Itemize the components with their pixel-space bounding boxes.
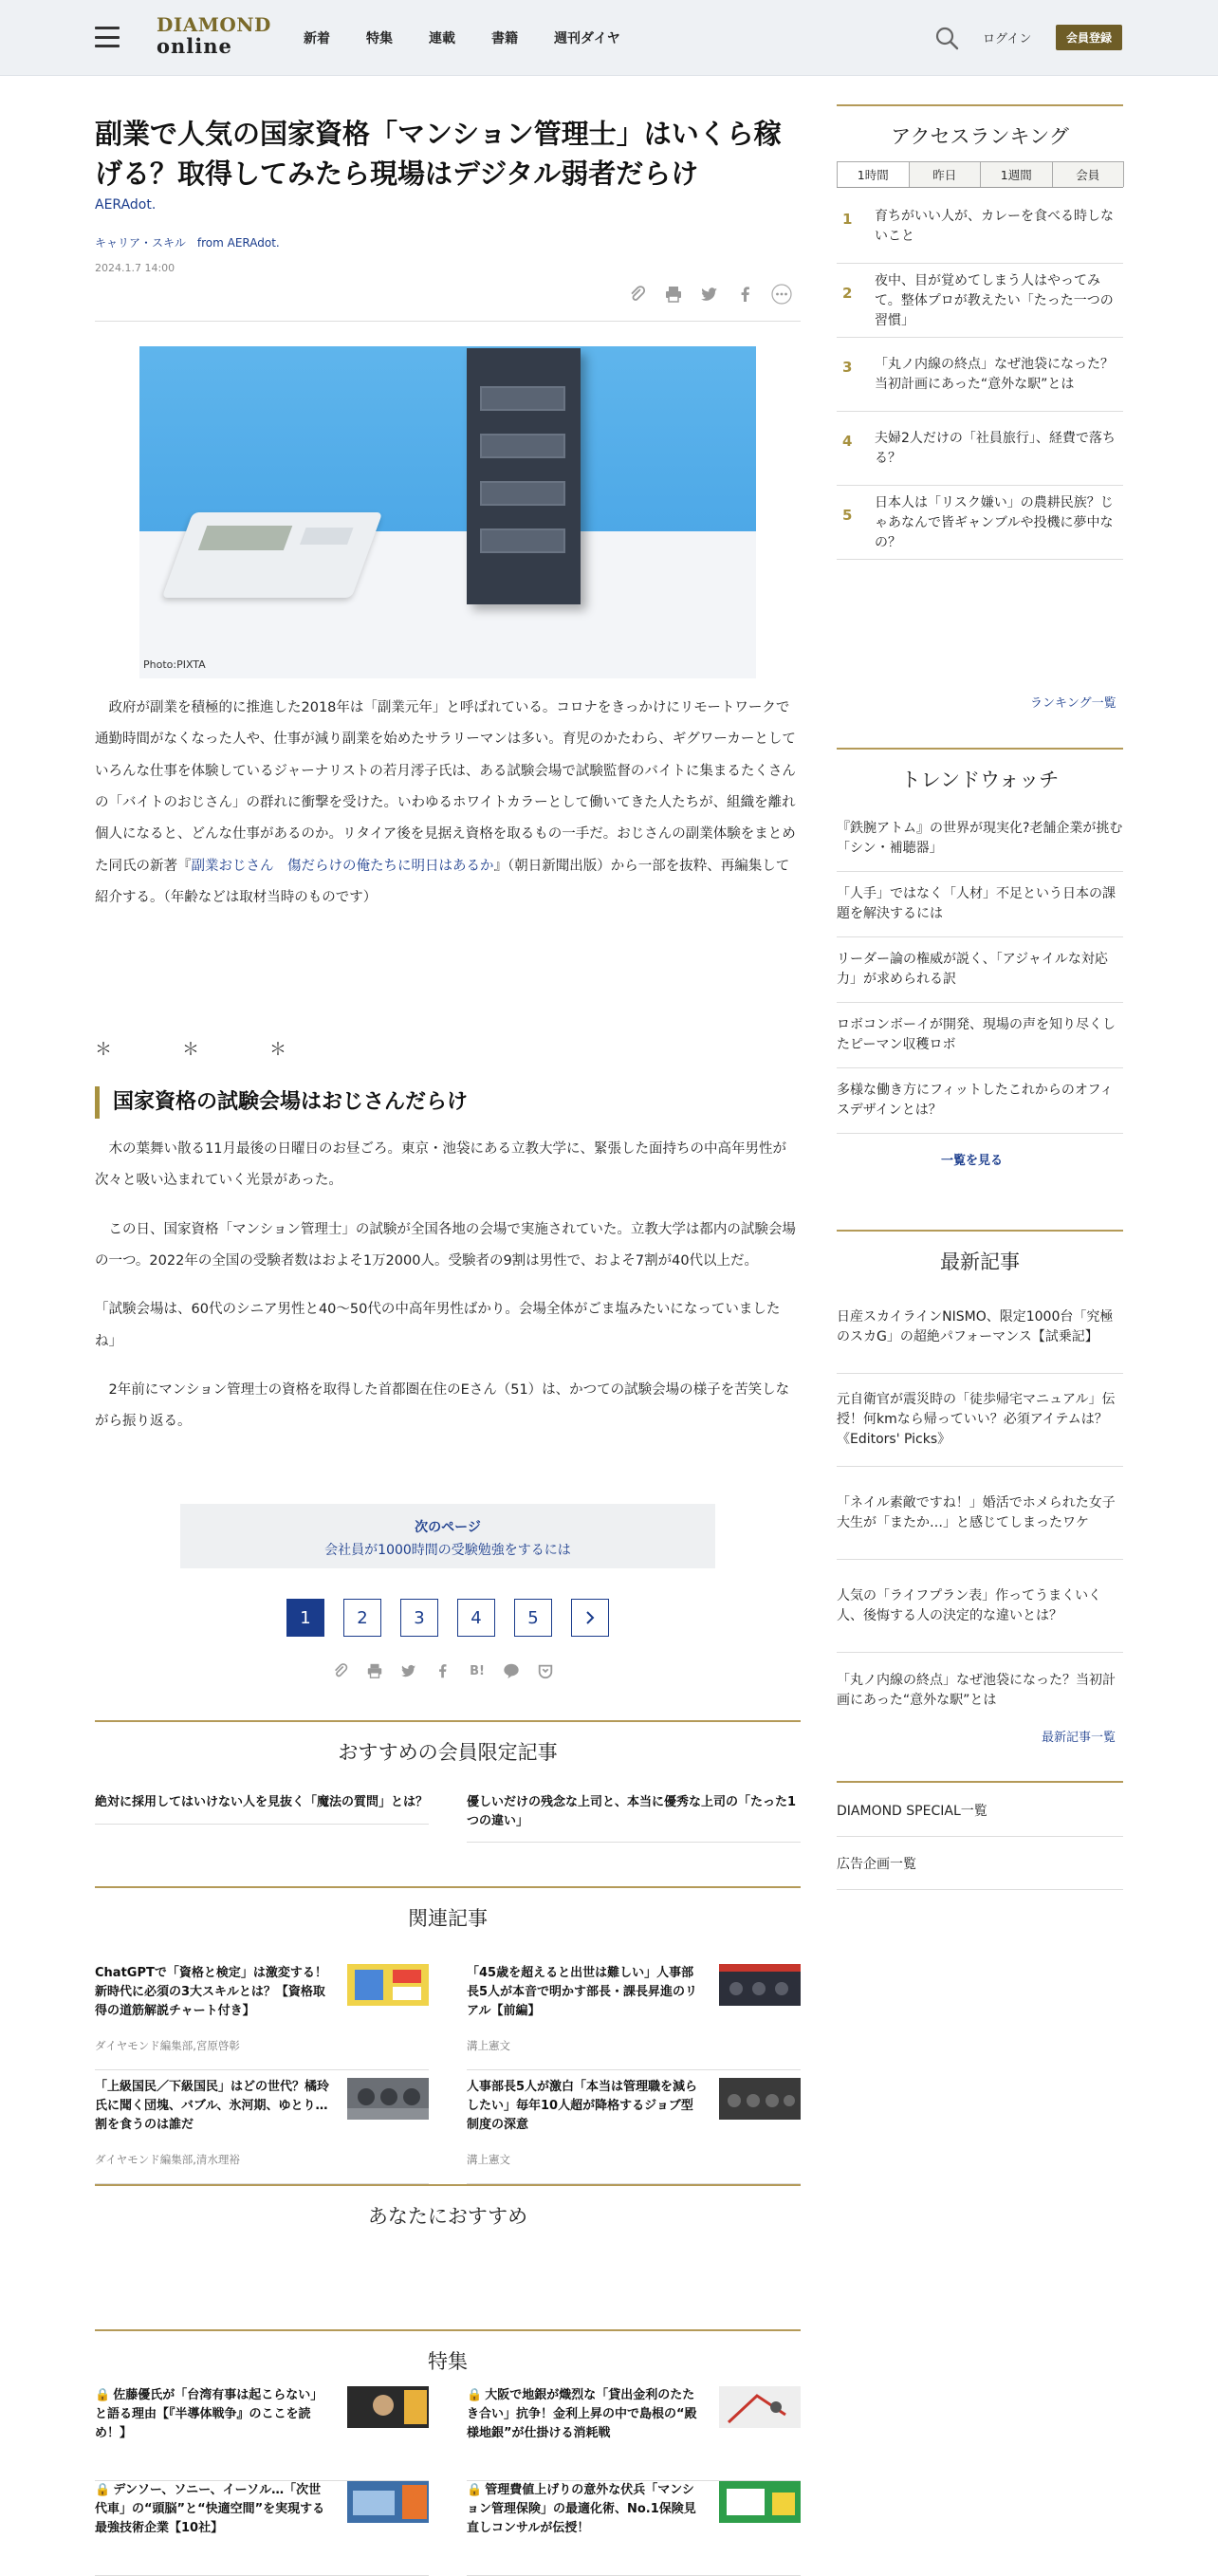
login-link[interactable]: ログイン bbox=[983, 32, 1032, 46]
feature-article-title bbox=[467, 2481, 704, 2538]
tab-members[interactable]: 会員 bbox=[1052, 161, 1125, 187]
article-photo bbox=[139, 346, 756, 678]
lock-icon: 🔒 bbox=[467, 2483, 483, 2497]
photo-credit: Photo:PIXTA bbox=[143, 658, 206, 671]
divider bbox=[837, 1781, 1123, 1783]
logo-line1: DIAMOND bbox=[157, 13, 271, 36]
nav-item-features[interactable]: 特集 bbox=[366, 31, 393, 46]
print-icon[interactable] bbox=[364, 1660, 385, 1681]
latest-item[interactable]: 「丸ノ内線の終点」なぜ池袋になった？当初計画にあった“意外な駅”とは bbox=[837, 1673, 1116, 1708]
site-logo[interactable] bbox=[157, 13, 271, 58]
ranking-item[interactable] bbox=[837, 264, 1123, 338]
ranking-title-text: 日本人は「リスク嫌い」の農耕民族？じゃあなんで皆ギャンブルや投機に夢中なの？ bbox=[875, 494, 1114, 550]
page-1[interactable]: 1 bbox=[286, 1599, 324, 1637]
divider bbox=[95, 321, 801, 322]
paragraph: 木の葉舞い散る11月最後の日曜日のお昼ごろ。東京・池袋にある立教大学に、緊張した面持ちの中高年男性が次々と吸い込まれていく光景があった。 bbox=[95, 1141, 786, 1189]
ranking-tabs bbox=[837, 161, 1123, 188]
clip-icon[interactable] bbox=[626, 283, 649, 306]
tab-1week[interactable]: 1週間 bbox=[980, 161, 1053, 187]
hatena-icon[interactable]: B! bbox=[470, 1663, 485, 1678]
photo-calculator bbox=[162, 512, 383, 598]
feature-article-title bbox=[467, 2386, 704, 2443]
ranking-item[interactable] bbox=[837, 338, 1123, 412]
facebook-icon[interactable] bbox=[433, 1660, 453, 1681]
feature-thumbnail bbox=[347, 2386, 429, 2428]
ranking-title-text: 「丸ノ内線の終点」なぜ池袋になった？当初計画にあった“意外な駅”とは bbox=[875, 357, 1114, 392]
feature-title-text: デンソー、ソニー、イーソル…「次世代車」の“頭脳”と“快適空間”を実現する最強技術企業【10社】 bbox=[95, 2483, 325, 2536]
twitter-icon[interactable] bbox=[398, 1660, 419, 1681]
search-icon[interactable] bbox=[934, 26, 959, 50]
related-article-card[interactable] bbox=[95, 1964, 429, 2070]
feature-article-title bbox=[95, 2481, 332, 2538]
ranking-list-link[interactable]: ランキング一覧 bbox=[1030, 696, 1116, 711]
related-thumbnail bbox=[347, 1964, 429, 2006]
lock-icon: 🔒 bbox=[95, 2388, 111, 2402]
more-share-icon[interactable] bbox=[770, 283, 793, 306]
latest-item[interactable]: 元自衛官が震災時の「徒歩帰宅マニュアル」伝授！何kmなら帰っていい？必須アイテムは？《Editors' Picks》 bbox=[837, 1374, 1123, 1467]
related-article-author: ダイヤモンド編集部,清水理裕 bbox=[95, 2153, 240, 2166]
intro-text-1: 政府が副業を積極的に推進した2018年は「副業元年」と呼ばれている。コロナをきっかけにリモートワークで通勤時間がなくなった人や、仕事が減り副業を始めたサラリーマンは多い。育児のかたわら、ギグワーカーとしていろんな仕事を体験しているジャーナリストの若月澪子氏は、ある試験会場で試験監督のバイトに集まるたくさんの「バイトのおじさん」の群れに衝撃を受けた。いわゆるホワイトカラーとして働いてきた人たちが、組織を離れ個人になると、どんな仕事があるのか。リタイア後を見据え資格を取るもの一手だ。おじさんの副業体験をまとめた同氏の新著『 bbox=[95, 700, 796, 874]
section-heading: 国家資格の試験会場はおじさんだらけ bbox=[95, 1086, 801, 1119]
share-bar-bottom bbox=[330, 1660, 556, 1681]
facebook-icon[interactable] bbox=[734, 283, 757, 306]
trend-list-link[interactable]: 一覧を見る bbox=[941, 1154, 1004, 1168]
feature-thumbnail bbox=[347, 2481, 429, 2523]
line-icon[interactable] bbox=[501, 1660, 522, 1681]
member-article-card[interactable]: 絶対に採用してはいけない人を見抜く「魔法の質問」とは？ bbox=[95, 1793, 429, 1825]
latest-item[interactable]: 人気の「ライフプラン表」作ってうまくいく人、後悔する人の決定的な違いとは？ bbox=[837, 1560, 1123, 1653]
logo-line2: online bbox=[157, 34, 232, 58]
tab-1hour[interactable]: 1時間 bbox=[837, 161, 910, 187]
register-button[interactable]: 会員登録 bbox=[1056, 25, 1122, 50]
feature-article-title bbox=[95, 2386, 332, 2443]
member-article-card[interactable]: 優しいだけの残念な上司と、本当に優秀な上司の「たった1つの違い」 bbox=[467, 1793, 801, 1843]
feature-article-card[interactable] bbox=[467, 2386, 801, 2481]
trend-item[interactable]: 「人手」ではなく「人材」不足という日本の課題を解決するには bbox=[837, 872, 1123, 937]
nav-item-new[interactable]: 新着 bbox=[304, 31, 330, 46]
ranking-item[interactable] bbox=[837, 412, 1123, 486]
pagination bbox=[286, 1599, 609, 1637]
trend-item[interactable]: リーダー論の権威が説く、「アジャイルな対応力」が求められる訳 bbox=[837, 937, 1123, 1003]
ranking-item[interactable] bbox=[837, 486, 1123, 560]
tab-yesterday[interactable]: 昨日 bbox=[909, 161, 982, 187]
trend-item[interactable]: 『鉄腕アトム』の世界が現実化?老舗企業が挑む「シン・補聴器」 bbox=[837, 806, 1123, 872]
feature-thumbnail bbox=[719, 2481, 801, 2523]
latest-list-link[interactable]: 最新記事一覧 bbox=[1042, 1731, 1116, 1745]
print-icon[interactable] bbox=[662, 283, 685, 306]
related-thumbnail bbox=[347, 2078, 429, 2120]
related-article-author: 溝上憲文 bbox=[467, 2153, 510, 2166]
related-article-title: 人事部長5人が激白「本当は管理職を減らしたい」毎年10人超が降格するジョブ型制度の深意 bbox=[467, 2080, 698, 2133]
related-article-card[interactable] bbox=[467, 2078, 801, 2184]
ranking-title: アクセスランキング bbox=[837, 104, 1123, 150]
ranking-item[interactable] bbox=[837, 190, 1123, 264]
article-category[interactable]: キャリア・スキル from AERAdot. bbox=[95, 236, 280, 250]
share-bar-top bbox=[626, 283, 793, 306]
nav-item-books[interactable]: 書籍 bbox=[491, 31, 518, 46]
features-section-title: 特集 bbox=[95, 2329, 801, 2375]
nav-item-series[interactable]: 連載 bbox=[429, 31, 455, 46]
intro-text-2: 』（朝日新聞出版）から一部を抜粋、再編集して紹介する。（年齢などは取材当時のものです） bbox=[95, 858, 790, 906]
photo-building-model bbox=[467, 348, 581, 604]
trend-item[interactable]: 多様な働き方にフィットしたこれからのオフィスデザインとは？ bbox=[837, 1068, 1123, 1134]
diamond-special-link[interactable]: DIAMOND SPECIAL一覧 bbox=[837, 1784, 1123, 1837]
article-body bbox=[95, 693, 801, 931]
ranking-title-text: 夜中、目が覚めてしまう人はやってみて。整体プロが教えたい「たった一つの習慣」 bbox=[875, 272, 1114, 328]
article-source[interactable]: AERAdot. bbox=[95, 197, 157, 213]
article-body-2 bbox=[95, 1134, 801, 1455]
article-title: 副業で人気の国家資格「マンション管理士」はいくら稼げる？取得してみたら現場はデジタル弱者だらけ bbox=[95, 118, 782, 191]
next-page-label: 次のページ bbox=[415, 1520, 481, 1535]
latest-item[interactable]: 日産スカイラインNISMO、限定1000台「究極のスカG」の超絶パフォーマンス【試乗記】 bbox=[837, 1281, 1123, 1374]
ranking-title-text: 育ちがいい人が、カレーを食べる時しないこと bbox=[875, 209, 1114, 244]
rank-number: 4 bbox=[842, 433, 853, 450]
feature-thumbnail bbox=[719, 2386, 801, 2428]
section-separator: ＊ ＊ ＊ bbox=[95, 1040, 313, 1060]
related-article-card[interactable] bbox=[467, 1964, 801, 2070]
next-page-box[interactable] bbox=[180, 1504, 715, 1568]
related-section-title: 関連記事 bbox=[95, 1886, 801, 1932]
related-article-card[interactable] bbox=[95, 2078, 429, 2184]
next-page-title: 会社員が1000時間の受験勉強をするには bbox=[324, 1543, 571, 1558]
book-link[interactable]: 副業おじさん 傷だらけの俺たちに明日はあるか bbox=[191, 858, 494, 874]
lock-icon: 🔒 bbox=[467, 2388, 483, 2402]
next-page-arrow-icon[interactable] bbox=[571, 1599, 609, 1637]
page-4[interactable]: 4 bbox=[457, 1599, 495, 1637]
menu-icon[interactable] bbox=[95, 27, 120, 47]
related-article-title: 「45歳を超えると出世は難しい」人事部長5人が本音で明かす部長・課長昇進のリアル【前編】 bbox=[467, 1966, 698, 2019]
feature-article-card[interactable] bbox=[95, 2386, 429, 2481]
page-2[interactable]: 2 bbox=[343, 1599, 381, 1637]
lock-icon: 🔒 bbox=[95, 2483, 111, 2497]
page-5[interactable]: 5 bbox=[514, 1599, 552, 1637]
related-article-author: ダイヤモンド編集部,宮原啓彰 bbox=[95, 2039, 240, 2052]
rank-number: 2 bbox=[842, 285, 853, 302]
rank-number: 1 bbox=[842, 211, 853, 228]
feature-article-card[interactable] bbox=[95, 2481, 429, 2576]
related-article-title: ChatGPTで「資格と検定」は激変する！新時代に必須の3大スキルとは？【資格取得の道筋解説チャート付き】 bbox=[95, 1966, 327, 2019]
clip-icon[interactable] bbox=[330, 1660, 351, 1681]
for-you-section-title: あなたにおすすめ bbox=[95, 2184, 801, 2230]
twitter-icon[interactable] bbox=[698, 283, 721, 306]
ad-list-link[interactable]: 広告企画一覧 bbox=[837, 1837, 1123, 1890]
rank-number: 3 bbox=[842, 359, 853, 376]
related-article-title: 「上級国民／下級国民」はどの世代？橘玲氏に聞く団塊、バブル、氷河期、ゆとり…割を食うのは誰だ bbox=[95, 2080, 330, 2133]
feature-title-text: 管理費値上げりの意外な伏兵「マンション管理保険」の最適化術、No.1保険見直しコンサルが伝授！ bbox=[467, 2483, 696, 2536]
main-nav bbox=[304, 28, 620, 47]
article-date: 2024.1.7 14:00 bbox=[95, 262, 175, 274]
feature-title-text: 大阪で地銀が熾烈な「貸出金利のたたき合い」抗争！金利上昇の中で島根の“殿様地銀”が仕掛ける消耗戦 bbox=[467, 2388, 697, 2441]
related-thumbnail bbox=[719, 2078, 801, 2120]
feature-title-text: 佐藤優氏が「台湾有事は起こらない」と語る理由【『半導体戦争』のここを読め！】 bbox=[95, 2388, 323, 2441]
trend-item[interactable]: ロボコンボーイが開発、現場の声を知り尽くしたピーマン収穫ロボ bbox=[837, 1003, 1123, 1068]
pocket-icon[interactable] bbox=[535, 1660, 556, 1681]
site-header bbox=[0, 0, 1218, 76]
article-intro bbox=[95, 693, 801, 914]
members-section-title: おすすめの会員限定記事 bbox=[95, 1720, 801, 1766]
paragraph: この日、国家資格「マンション管理士」の試験が全国各地の会場で実施されていた。立教大学は都内の試験会場の一つ。2022年の全国の受験者数はおよそ1万2000人。受験者の9割は男性で、およそ7割が40代以上だ。 bbox=[95, 1221, 796, 1269]
rank-number: 5 bbox=[842, 507, 853, 524]
paragraph: 2年前にマンション管理士の資格を取得した首都圏在住のEさん（51）は、かつての試験会場の様子を苦笑しながら振り返る。 bbox=[95, 1382, 790, 1430]
nav-item-weekly[interactable]: 週刊ダイヤ bbox=[554, 31, 620, 46]
trend-title: トレンドウォッチ bbox=[837, 748, 1123, 793]
related-thumbnail bbox=[719, 1964, 801, 2006]
page-3[interactable]: 3 bbox=[400, 1599, 438, 1637]
latest-title: 最新記事 bbox=[837, 1230, 1123, 1275]
latest-item[interactable]: 「ネイル素敵ですね！」婚活でホメられた女子大生が「またか…」と感じてしまったワケ bbox=[837, 1467, 1123, 1560]
paragraph: 「試験会場は、60代のシニア男性と40～50代の中高年男性ばかり。会場全体がごま塩みたいになっていましたね」 bbox=[95, 1302, 781, 1349]
ranking-title-text: 夫婦2人だけの「社員旅行」、経費で落ちる？ bbox=[875, 431, 1116, 466]
feature-article-card[interactable] bbox=[467, 2481, 801, 2576]
related-article-author: 溝上憲文 bbox=[467, 2039, 510, 2052]
